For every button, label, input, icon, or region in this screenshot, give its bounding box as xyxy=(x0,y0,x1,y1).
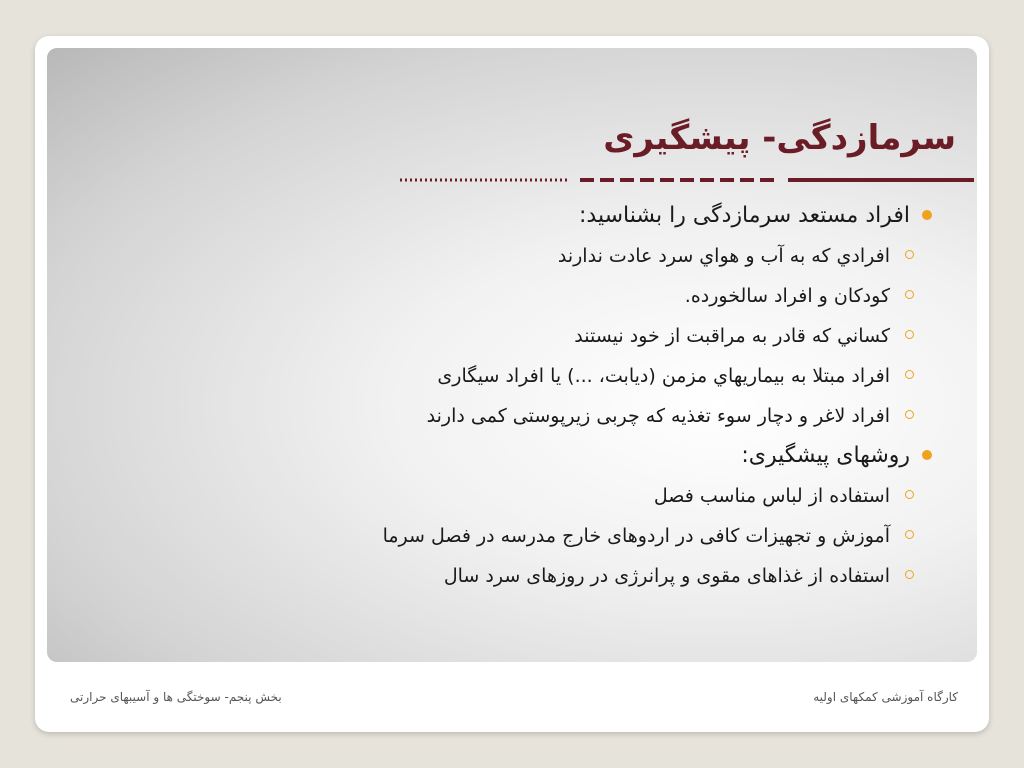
list-item-text: كودكان و افراد سالخورده. xyxy=(684,285,890,307)
bullet-ring xyxy=(905,490,914,499)
slide-title: سرمازدگی- پیشگیری xyxy=(603,118,956,158)
footer-section-title: بخش پنجم- سوختگی ها و آسیبهای حرارتی xyxy=(70,690,282,704)
section-label: روشهای پیشگیری: xyxy=(741,443,910,468)
section-heading xyxy=(312,196,932,236)
title-divider xyxy=(400,174,974,186)
bullet-ring xyxy=(905,290,914,299)
slide-content xyxy=(312,196,932,596)
bullet-ring xyxy=(905,530,914,539)
bullet-dot xyxy=(922,450,932,460)
list-item-text: استفاده از غذاهای مقوی و پرانرژی در روزهای سرد سال xyxy=(443,565,890,587)
bullet-ring xyxy=(905,570,914,579)
bullet-ring xyxy=(905,250,914,259)
list-item xyxy=(312,516,932,556)
section-heading xyxy=(312,436,932,476)
list-item xyxy=(312,316,932,356)
list-item-text: آموزش و تجهیزات کافی در اردوهای خارج مدرسه در فصل سرما xyxy=(382,525,890,547)
list-item-text: افراد لاغر و دچار سوء تغذیه که چربی زیرپوستی کمی دارند xyxy=(426,405,890,427)
list-item xyxy=(312,236,932,276)
bullet-dot xyxy=(922,210,932,220)
list-item xyxy=(312,396,932,436)
bullet-ring xyxy=(905,330,914,339)
list-item-text: افراد مبتلا به بيماريهاي مزمن (ديابت، ...) يا افراد سیگاری xyxy=(437,365,890,387)
list-item-text: استفاده از لباس مناسب فصل xyxy=(653,485,890,507)
list-item xyxy=(312,476,932,516)
bullet-ring xyxy=(905,370,914,379)
footer-course-title: کارگاه آموزشی کمکهای اولیه xyxy=(813,690,958,704)
section-label: افراد مستعد سرمازدگی را بشناسید: xyxy=(578,203,910,228)
list-item xyxy=(312,556,932,596)
list-item-text: افرادي كه به آب و هواي سرد عادت ندارند xyxy=(557,245,890,267)
list-item-text: كساني كه قادر به مراقبت از خود نيستند xyxy=(574,325,890,347)
list-item xyxy=(312,276,932,316)
list-item xyxy=(312,356,932,396)
bullet-ring xyxy=(905,410,914,419)
